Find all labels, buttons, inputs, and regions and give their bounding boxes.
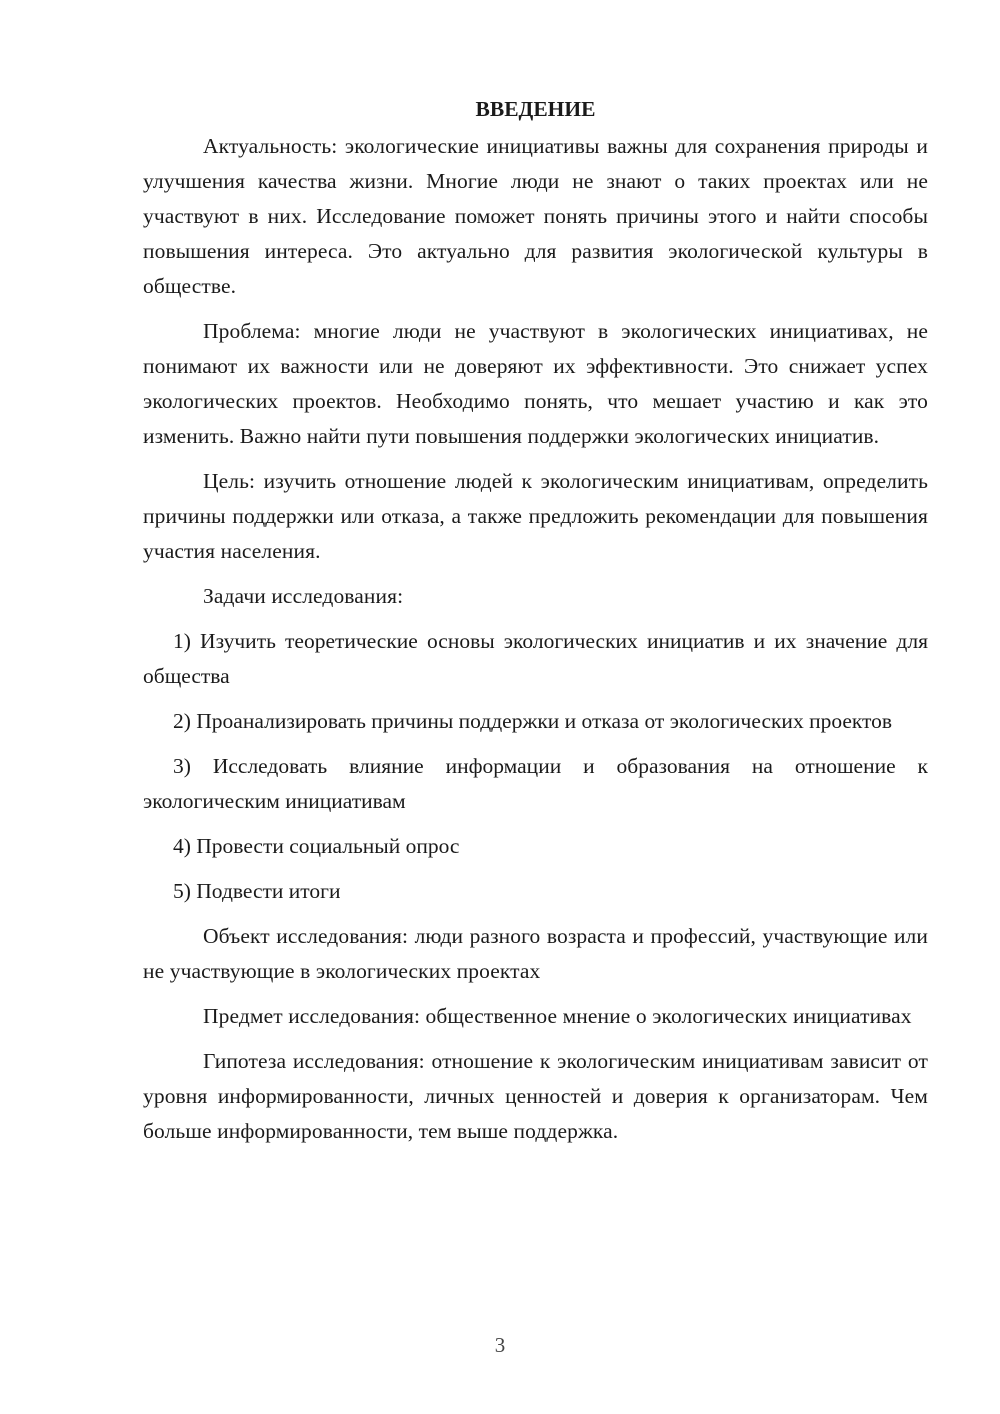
task-item-3: 3) Исследовать влияние информации и образования на отношение к экологическим инициативам (143, 754, 928, 813)
task-item-2: 2) Проанализировать причины поддержки и отказа от экологических проектов (173, 709, 893, 733)
tasks-heading: Задачи исследования: (203, 584, 404, 608)
goal-paragraph: Цель: изучить отношение людей к экологическим инициативам, определить причины поддержки или отказа, а также предложить рекомендации для повышения участия населения. (143, 469, 928, 563)
hypothesis-paragraph: Гипотеза исследования: отношение к экологическим инициативам зависит от уровня информированности, личных ценностей и доверия к организаторам. Чем больше информированности, тем выше поддержка. (143, 1049, 928, 1143)
problem-paragraph: Проблема: многие люди не участвуют в экологических инициативах, не понимают их важности или не доверяют их эффективности. Это снижает успех экологических проектов. Необходимо понять, что мешает участию и как это изменить. Важно найти пути повышения поддержки экологических инициатив. (143, 319, 928, 448)
section-heading: ВВЕДЕНИЕ (475, 97, 596, 121)
task-item-5: 5) Подвести итоги (173, 879, 341, 903)
task-item-1: 1) Изучить теоретические основы экологических инициатив и их значение для общества (143, 629, 928, 688)
page-content (143, 92, 928, 1149)
object-paragraph: Объект исследования: люди разного возраста и профессий, участвующие или не участвующие в экологических проектах (143, 924, 928, 983)
subject-paragraph: Предмет исследования: общественное мнение о экологических инициативах (203, 1004, 912, 1028)
page-number: 3 (494, 1333, 506, 1357)
relevance-paragraph: Актуальность: экологические инициативы важны для сохранения природы и улучшения качества жизни. Многие люди не знают о таких проектах или не участвуют в них. Исследование поможет понять причины этого и найти способы повышения интереса. Это актуально для развития экологической культуры в обществе. (143, 134, 928, 298)
task-item-4: 4) Провести социальный опрос (173, 834, 460, 858)
